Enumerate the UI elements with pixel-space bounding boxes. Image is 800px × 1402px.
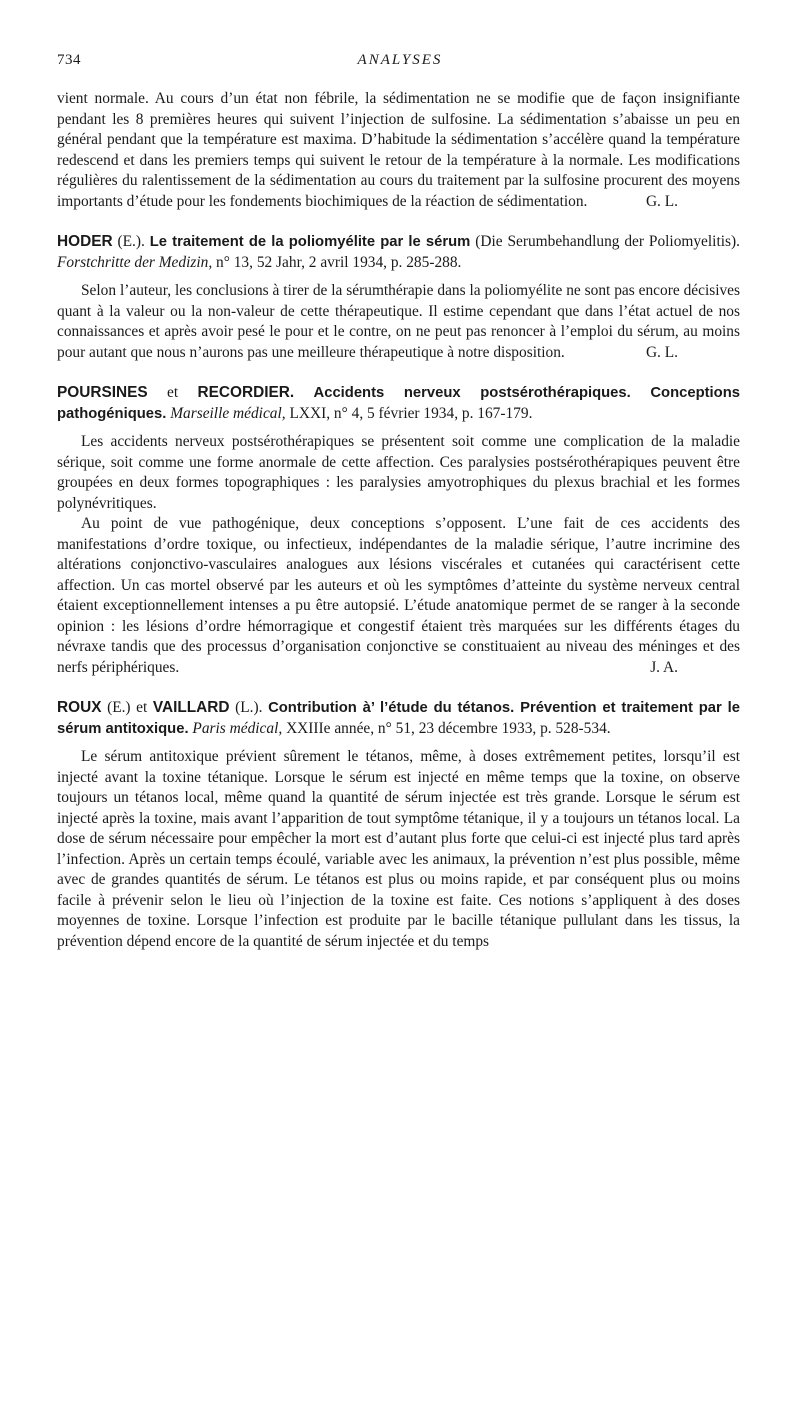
entry-heading [57, 232, 740, 273]
signature: J. A. [650, 658, 678, 676]
article-title: Accidents nerveux postsérothérapiques. Conceptions pathogéniques. [57, 385, 740, 422]
review-paragraph: Le sérum antitoxique prévient sûrement le tétanos, même, à doses extrêmement petites, lorsqu’il est injecté avant la toxine tétanique. Lorsque le sérum est injecté en même temps que la toxine, on observe toujours un tétanos local, même quand la quantité de sérum injectée est très grande. Lorsque le sérum est injecté après la toxine, mais avant l’apparition de tout symptôme tétanique, il y a toujours un tétanos local. La dose de sérum nécessaire pour empêcher la mort est d’autant plus forte que celui-ci est injecté plus tard après l’infection. Après un certain temps écoulé, variable avec les animaux, la prévention n’est plus possible, même avec de grandes quantités de sérum. Le tétanos est plus ou moins rapide, et par conséquent plus ou moins facile à prévenir selon le lieu où l’injection de la toxine est faite. Ces notions s’appliquent à des doses moyennes de toxine. Lorsque l’infection est produite par le bacille tétanique pullulant dans les tissus, la prévention dépend encore de la quantité de sérum injectée et du temps [57, 748, 740, 950]
signature: G. L. [645, 343, 678, 361]
journal-name: Paris médical, [192, 719, 283, 737]
author-initials-2: (L.). [235, 699, 263, 716]
continuation-text: vient normale. Au cours d’un état non fébrile, la sédimentation ne se modifie que de façon insignifiante pendant les 8 premières heures qui suivent l’injection de sulfosine. La sédimentation s’abaisse un peu en général pendant que la température est maxima. D’habitude la sédimentation s’accélère quand la température redescend et dans les premiers temps qui suivent le retour de la température à la normale. Les modifications régulières du ralentissement de la sédimentation au cours du traitement par la sulfosine procurent des moyens importants d’étude pour les fondements biochimiques de la réaction de sédimentation. [57, 90, 740, 210]
review-entry-hoder [57, 232, 740, 363]
review-entry-roux [57, 698, 740, 952]
article-title: Contribution à’ l’étude du tétanos. Prévention et traitement par le sérum antitoxique. [57, 700, 740, 737]
review-paragraph [57, 514, 740, 678]
running-title: ANALYSES [357, 52, 443, 68]
journal-name: Marseille médical, [170, 404, 286, 422]
author-connector: et [167, 384, 179, 401]
citation: LXXI, n° 4, 5 février 1934, p. 167-179. [289, 404, 533, 422]
author-name: HODER [57, 233, 113, 250]
author-name: ROUX [57, 699, 102, 716]
article-title: Le traitement de la poliomyélite par le sérum [149, 234, 471, 250]
citation: n° 13, 52 Jahr, 2 avril 1934, p. 285-288. [216, 253, 462, 271]
paragraph-text: Au point de vue pathogénique, deux conceptions s’opposent. L’une fait de ces accidents des manifestations d’ordre toxique, ou infectieux, indépendantes de la maladie sérique, l’autre incrimine des altérations conjonctivo-vasculaires analogues aux lésions viscérales et cutanées qui caractérisent cette affection. Un cas mortel observé par les auteurs et où les symptômes d’atteinte du système nerveux central étaient exceptionnellement intenses a pu être autopsié. L’étude anatomique permet de se ranger à la seconde opinion : les lésions d’ordre hémorragique et congestif étaient très marquées sur les différents étages du névraxe tandis que des processus d’organisation conjonctive se constituaient au niveau des méninges et des nerfs périphériques. [57, 515, 740, 676]
entry-heading [57, 383, 740, 424]
signature: G. L. [645, 192, 678, 210]
paragraph-text: Selon l’auteur, les conclusions à tirer de la sérumthérapie dans la poliomyélite ne sont pas encore décisives quant à la valeur ou la non-valeur de cette thérapeutique. Il estime cependant que dans l’état actuel de nos connaissances et après avoir pesé le pour et le contre, on ne peut pas renoncer à l’emploi du sérum, au moins pour autant que nous n’aurons pas une meilleure thérapeutique à notre disposition. [57, 282, 740, 361]
author-name-2: VAILLARD [152, 699, 230, 716]
article-title-extra: (Die Serumbehandlung der Poliomyelitis). [475, 233, 740, 250]
review-paragraph: Les accidents nerveux postsérothérapiques se présentent soit comme une complication de la maladie sérique, soit comme une forme anormale de cette affection. Ces paralysies postsérothérapiques peuvent être groupées en deux formes topographiques : les paralysies amyotrophiques du plexus brachial et les formes polynévritiques. [57, 433, 740, 512]
review-entry-poursines [57, 383, 740, 678]
journal-name: Forstchritte der Medizin, [57, 253, 213, 271]
author-name: POURSINES [57, 384, 148, 401]
review-paragraph [57, 281, 740, 363]
entry-heading [57, 698, 740, 739]
author-initials: (E.) [107, 699, 131, 716]
continuation-paragraph [57, 89, 740, 212]
page-number: 734 [57, 52, 81, 68]
running-header [57, 52, 743, 72]
author-name-2: RECORDIER. [197, 384, 295, 401]
author-connector: et [136, 699, 148, 716]
text-column [57, 89, 740, 952]
author-initials: (E.). [117, 233, 145, 250]
citation: XXIIIe année, n° 51, 23 décembre 1933, p. 528-534. [286, 719, 611, 737]
